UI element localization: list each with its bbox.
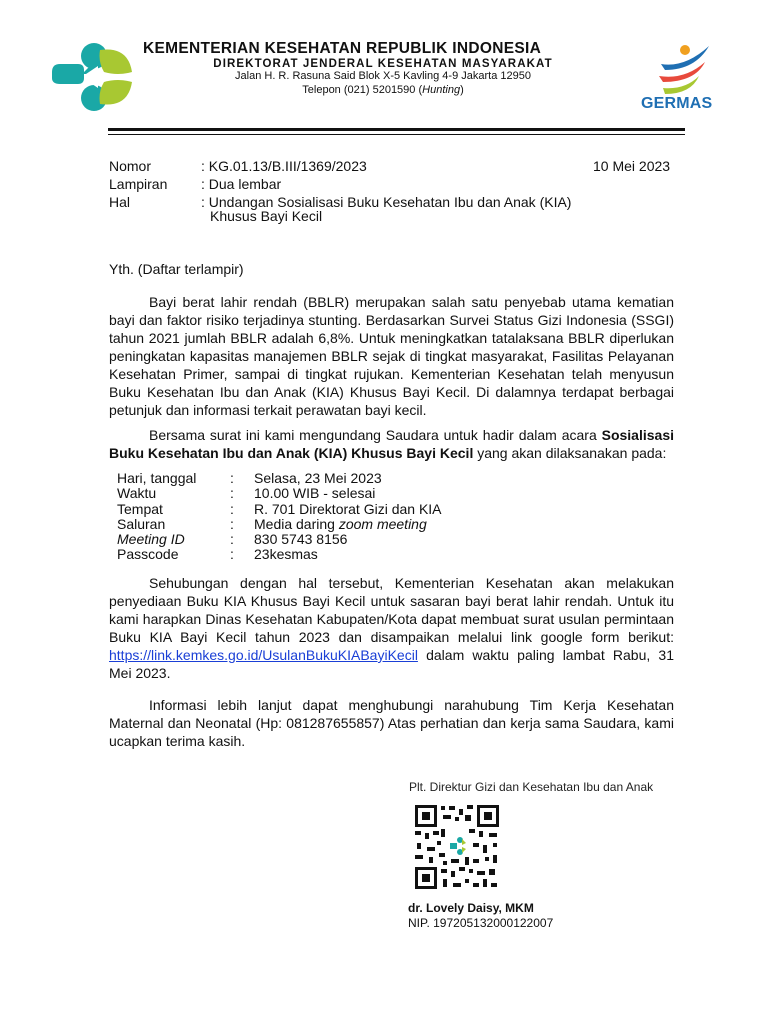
hal-value-line1: : Undangan Sosialisasi Buku Kesehatan Ibu dan Anak (KIA): [201, 194, 572, 210]
germas-logo: [655, 40, 715, 96]
paragraph-4: Informasi lebih lanjut dapat menghubungi narahubung Tim Kerja Kesehatan Maternal dan Neonatal (Hp: 081287655857) Atas perhatian dan kerja sama Saudara, kami ucapkan terima kasih.: [109, 697, 674, 749]
header-rule-thin: [108, 134, 685, 135]
schedule-label: Passcode: [117, 546, 179, 563]
schedule-label: Waktu: [117, 485, 157, 502]
hal-label: Hal: [109, 194, 131, 210]
hal-value-line2: Khusus Bayi Kecil: [210, 208, 323, 224]
schedule-value: Media daring zoom meeting: [254, 515, 427, 532]
schedule-value: 830 5743 8156: [254, 531, 348, 548]
paragraph-2: Bersama surat ini kami mengundang Saudara untuk hadir dalam acara Sosialisasi Buku Kesehatan Ibu dan Anak (KIA) Khusus Bayi Kecil yang akan dilaksanakan pada:: [109, 427, 674, 461]
schedule-colon: :: [230, 515, 234, 532]
schedule-value: R. 701 Direktorat Gizi dan KIA: [254, 500, 442, 517]
schedule-colon: :: [230, 500, 234, 517]
signatory-name: dr. Lovely Daisy, MKM: [408, 901, 534, 915]
schedule-label: Meeting ID: [117, 531, 185, 548]
qr-signature-code: [413, 803, 501, 891]
schedule-value: 10.00 WIB - selesai: [254, 485, 376, 502]
schedule-colon: :: [230, 470, 234, 486]
directorate-name: DIREKTORAT JENDERAL KESEHATAN MASYARAKAT: [213, 58, 553, 70]
salutation: Yth. (Daftar terlampir): [109, 261, 244, 277]
signatory-title: Plt. Direktur Gizi dan Kesehatan Ibu dan Anak: [409, 780, 654, 794]
signatory-nip: NIP. 197205132000122007: [408, 916, 554, 930]
schedule-table: [117, 469, 567, 561]
nomor-label: Nomor: [109, 158, 152, 174]
ministry-name: KEMENTERIAN KESEHATAN REPUBLIK INDONESIA: [143, 40, 542, 57]
schedule-colon: :: [230, 531, 234, 548]
schedule-row: [117, 545, 567, 563]
paragraph-1: Bayi berat lahir rendah (BBLR) merupakan salah satu penyebab utama kematian bayi dan faktor risiko terjadinya stunting. Berdasarkan Survei Status Gizi Indonesia (SSGI) tahun 2021 jumlah BBLR adalah 6,8%. Untuk meningkatkan tatalaksana BBLR diperlukan peningkatan kapasitas manajemen BBLR sejak di tingkat masyarakat, Fasilitas Pelayanan Kesehatan Primer, sampai di tingkat rujukan. Kementerian Kesehatan telah menyusun Buku Kesehatan Ibu dan Anak (KIA) Khusus Bayi Kecil. Di dalamnya terdapat berbagai petunjuk dan informasi terkait perawatan bayi kecil.: [109, 294, 674, 418]
header-rule-thick: [108, 128, 685, 131]
schedule-row: [117, 530, 567, 548]
schedule-value: Selasa, 23 Mei 2023: [254, 470, 382, 486]
letter-date: 10 Mei 2023: [593, 158, 671, 174]
schedule-label: Tempat: [117, 500, 163, 517]
lampiran-label: Lampiran: [109, 176, 168, 192]
schedule-row: [117, 484, 567, 502]
schedule-row: [117, 515, 567, 530]
schedule-label: Hari, tanggal: [117, 470, 197, 486]
schedule-label: Saluran: [117, 515, 166, 532]
schedule-colon: :: [230, 485, 234, 502]
schedule-row: [117, 469, 567, 484]
paragraph-3: Sehubungan dengan hal tersebut, Kementerian Kesehatan akan melakukan penyediaan Buku KIA Khusus Bayi Kecil untuk sasaran bayi berat lahir rendah. Untuk itu kami harapkan Dinas Kesehatan Kabupaten/Kota dapat membuat surat usulan permintaan Buku KIA Bayi Kecil tahun 2023 dan disampaikan melalui link google form berikut: https://link.kemkes.go.id/UsulanBukuKIABayiKecil dalam waktu paling lambat Rabu, 31 Mei 2023.: [109, 575, 674, 681]
lampiran-value: : Dua lembar: [201, 176, 282, 192]
google-form-link[interactable]: https://link.kemkes.go.id/UsulanBukuKIABayiKecil: [109, 647, 418, 663]
schedule-colon: :: [230, 546, 234, 563]
phone: Telepon (021) 5201590 (Hunting): [302, 84, 464, 96]
schedule-row: [117, 500, 567, 515]
nomor-value: : KG.01.13/B.III/1369/2023: [201, 158, 367, 174]
schedule-value: 23kesmas: [254, 546, 318, 563]
kemenkes-logo: [48, 42, 140, 112]
address: Jalan H. R. Rasuna Said Blok X-5 Kavling 4-9 Jakarta 12950: [235, 70, 531, 82]
germas-label: GERMAS: [641, 95, 713, 112]
